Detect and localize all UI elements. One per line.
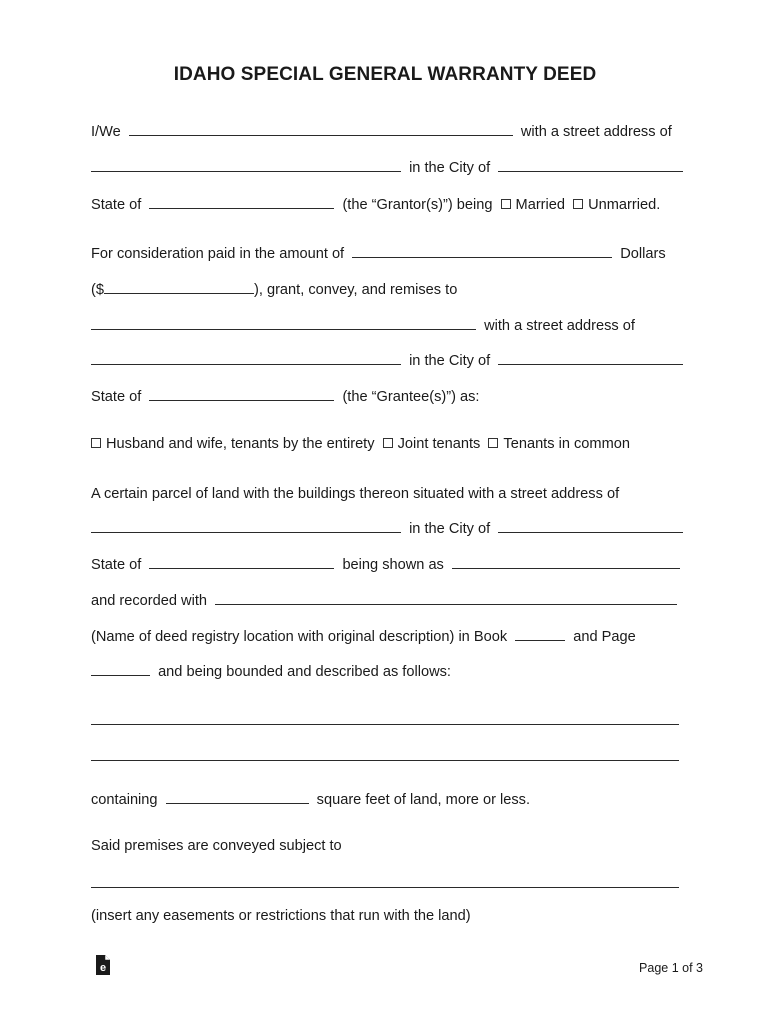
amount-label: For consideration paid in the amount of [91, 246, 345, 262]
grantee-name-row [91, 317, 635, 335]
containing-row [91, 791, 530, 809]
book-row [91, 628, 636, 646]
grantor-state-row [91, 196, 660, 214]
grantor-city-field[interactable] [498, 171, 683, 172]
grantee-state-field[interactable] [149, 400, 334, 401]
street-address-label: with a street address of [520, 124, 672, 140]
description-line-2[interactable] [91, 760, 679, 761]
dollars-label: Dollars [620, 246, 666, 262]
amount-words-field[interactable] [352, 257, 612, 258]
iwe-label: I/We [91, 124, 121, 140]
grantor-address-row [91, 159, 683, 177]
and-page-label: and Page [573, 629, 636, 645]
joint-tenants-label: Joint tenants [397, 436, 481, 452]
bounded-label: and being bounded and described as follows: [158, 664, 451, 680]
grantee-city-label: in the City of [409, 353, 491, 369]
grantee-state-row [91, 388, 480, 406]
grantee-street-label: with a street address of [484, 318, 635, 334]
parcel-state-row [91, 556, 680, 574]
easements-note: (insert any easements or restrictions that run with the land) [91, 908, 471, 924]
unmarried-label: Unmarried. [588, 197, 661, 213]
city-of-label: in the City of [409, 160, 491, 176]
parcel-state-field[interactable] [149, 568, 334, 569]
grantor-state-field[interactable] [149, 208, 334, 209]
tenants-common-checkbox[interactable] [488, 438, 498, 448]
recorded-with-label: and recorded with [91, 593, 208, 609]
page-field[interactable] [91, 675, 150, 676]
shown-as-field[interactable] [452, 568, 680, 569]
easements-line[interactable] [91, 887, 679, 888]
parcel-city-field[interactable] [498, 532, 683, 533]
grantee-as-label: (the “Grantee(s)”) as: [342, 389, 480, 405]
registry-note: (Name of deed registry location with original description) in Book [91, 629, 508, 645]
containing-label: containing [91, 792, 158, 808]
grantee-city-field[interactable] [498, 364, 683, 365]
grantor-address-field[interactable] [91, 171, 401, 172]
bounded-row [91, 663, 451, 681]
consideration-row [91, 245, 666, 263]
grant-row [91, 281, 457, 299]
registry-field[interactable] [215, 604, 677, 605]
tenancy-row [91, 435, 630, 453]
married-label: Married [515, 197, 566, 213]
document-title: IDAHO SPECIAL GENERAL WARRANTY DEED [173, 64, 597, 85]
eforms-logo-icon [95, 954, 111, 976]
svg-text:e: e [99, 962, 107, 974]
grant-text: ), grant, convey, and remises to [253, 282, 458, 298]
grantee-name-field[interactable] [91, 329, 476, 330]
grantee-state-label: State of [91, 389, 142, 405]
grantor-being-label: (the “Grantor(s)”) being [342, 197, 493, 213]
shown-as-label: being shown as [342, 557, 444, 573]
husband-wife-label: Husband and wife, tenants by the entirety [106, 436, 375, 452]
description-line-1[interactable] [91, 724, 679, 725]
subject-label: Said premises are conveyed subject to [91, 838, 342, 854]
amount-number-field[interactable] [104, 293, 254, 294]
parcel-city-label: in the City of [409, 521, 491, 537]
married-checkbox[interactable] [501, 199, 511, 209]
page-number: Page 1 of 3 [639, 961, 703, 975]
parcel-state-label: State of [91, 557, 142, 573]
husband-wife-checkbox[interactable] [91, 438, 101, 448]
grantee-address-row [91, 352, 683, 370]
tenants-common-label: Tenants in common [503, 436, 630, 452]
grantor-name-field[interactable] [129, 135, 513, 136]
grantee-address-field[interactable] [91, 364, 401, 365]
parcel-address-field[interactable] [91, 532, 401, 533]
square-feet-field[interactable] [166, 803, 309, 804]
state-of-label: State of [91, 197, 142, 213]
dollar-open-label: ($ [91, 282, 104, 298]
unmarried-checkbox[interactable] [573, 199, 583, 209]
recorded-row [91, 592, 677, 610]
parcel-address-row [91, 520, 683, 538]
square-feet-label: square feet of land, more or less. [316, 792, 531, 808]
book-field[interactable] [515, 640, 565, 641]
grantor-name-row [91, 123, 672, 141]
parcel-intro: A certain parcel of land with the buildings thereon situated with a street address of [91, 486, 620, 502]
joint-tenants-checkbox[interactable] [383, 438, 393, 448]
